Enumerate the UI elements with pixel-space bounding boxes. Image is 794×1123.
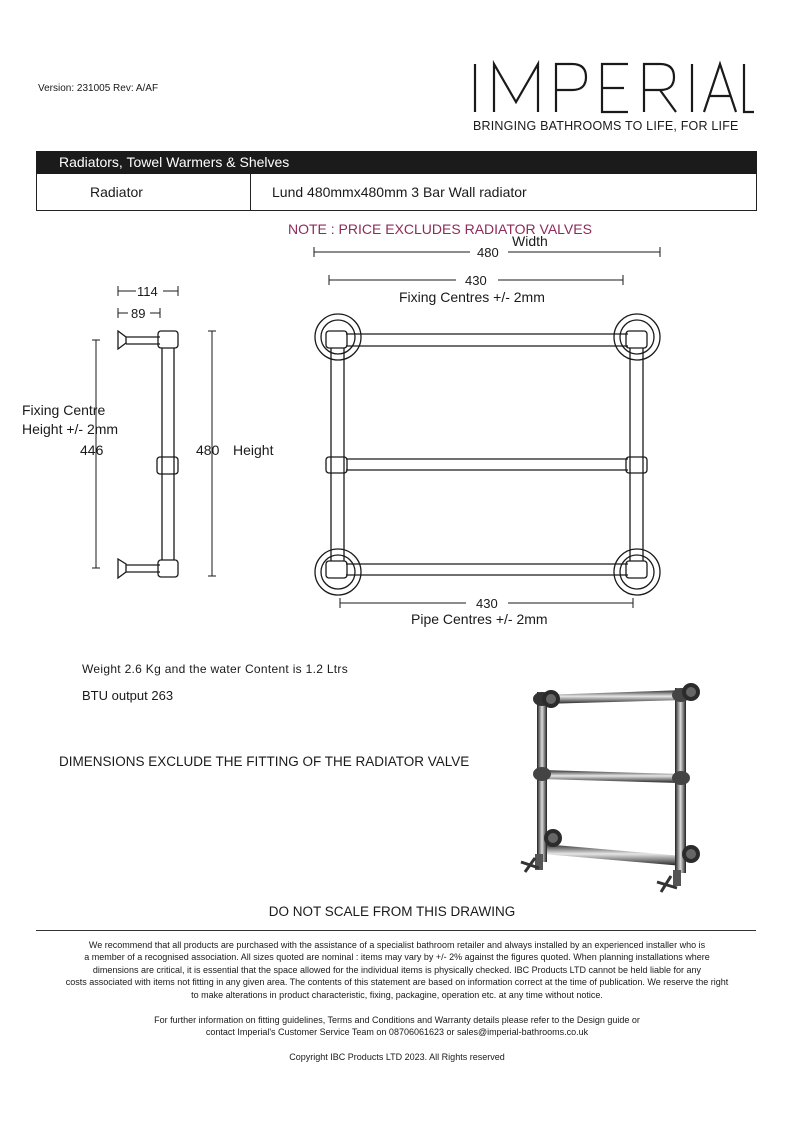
technical-drawing — [0, 230, 794, 640]
depth-inner-label: 89 — [131, 306, 146, 321]
height-label: Height — [233, 442, 274, 458]
copyright-notice: Copyright IBC Products LTD 2023. All Rights reserved — [289, 1052, 505, 1062]
imperial-logo — [472, 58, 754, 116]
disclaimer-text — [0, 939, 794, 1001]
pipe-centres-label: Pipe Centres +/- 2mm — [411, 611, 548, 627]
further-info-line: For further information on fitting guidelines, Terms and Conditions and Warranty details please refer to the Design guide or — [154, 1015, 640, 1025]
product-row — [36, 174, 757, 211]
fixing-centre-label-1: Fixing Centre — [22, 402, 106, 418]
width-label: Width — [512, 233, 548, 249]
fixing-centres-value: 430 — [465, 273, 487, 288]
category-heading: Radiators, Towel Warmers & Shelves — [59, 154, 290, 170]
fixing-centre-label-2: Height +/- 2mm — [22, 421, 119, 437]
disclaimer-line: We recommend that all products are purchased with the assistance of a specialist bathroom retailer and always installed by an experienced installer who is — [88, 940, 706, 950]
pipe-centres-value: 430 — [476, 596, 498, 611]
price-note: NOTE : PRICE EXCLUDES RADIATOR VALVES — [288, 221, 592, 237]
version-label: Version: 231005 Rev: A/AF — [38, 83, 159, 94]
brand-tagline: BRINGING BATHROOMS TO LIFE, FOR LIFE — [473, 119, 739, 133]
disclaimer-line: costs associated with items not fitting in any given area. The contents of this statement are based on information correct at the time of publication. We reserve the right — [65, 977, 729, 988]
disclaimer-line: a member of a recognised association. All sizes quoted are nominal : items may vary by +/- 2% against the figures quoted. When planning installations where — [84, 952, 710, 963]
further-info-line: contact Imperial's Customer Service Team on 08706061623 or sales@imperial-bathrooms.co.uk — [205, 1027, 589, 1038]
dimensions-note: DIMENSIONS EXCLUDE THE FITTING OF THE RADIATOR VALVE — [59, 754, 470, 769]
fixing-centre-value: 446 — [80, 442, 104, 458]
disclaimer-line: dimensions are critical, it is essential that the space allowed for the individual items is physically checked. IBC Products LTD cannot be held liable for any — [92, 964, 702, 975]
valve-left-icon — [521, 854, 543, 872]
disclaimer-line: to make alterations in product characteristic, fixing, packagine, operation etc. at any time without notice. — [191, 989, 603, 1000]
product-name-cell: Lund 480mmx480mm 3 Bar Wall radiator — [272, 184, 527, 200]
front-view-radiator — [315, 314, 660, 595]
width-value: 480 — [477, 245, 499, 260]
weight-spec: Weight 2.6 Kg and the water Content is 1.2 Ltrs — [82, 662, 349, 676]
btu-output: BTU output 263 — [82, 688, 174, 703]
product-category-header — [36, 151, 757, 174]
product-type-cell: Radiator — [90, 184, 143, 200]
do-not-scale-warning: DO NOT SCALE FROM THIS DRAWING — [268, 904, 516, 919]
side-view-radiator — [118, 331, 178, 578]
height-value: 480 — [196, 442, 220, 458]
fixing-centres-label: Fixing Centres +/- 2mm — [399, 289, 545, 305]
depth-outer-label: 114 — [137, 284, 158, 299]
divider-rule — [36, 930, 756, 931]
radiator-product-photo — [515, 676, 715, 896]
further-info-text — [0, 1014, 794, 1039]
valve-right-icon — [657, 870, 681, 892]
cell-divider — [250, 174, 251, 210]
